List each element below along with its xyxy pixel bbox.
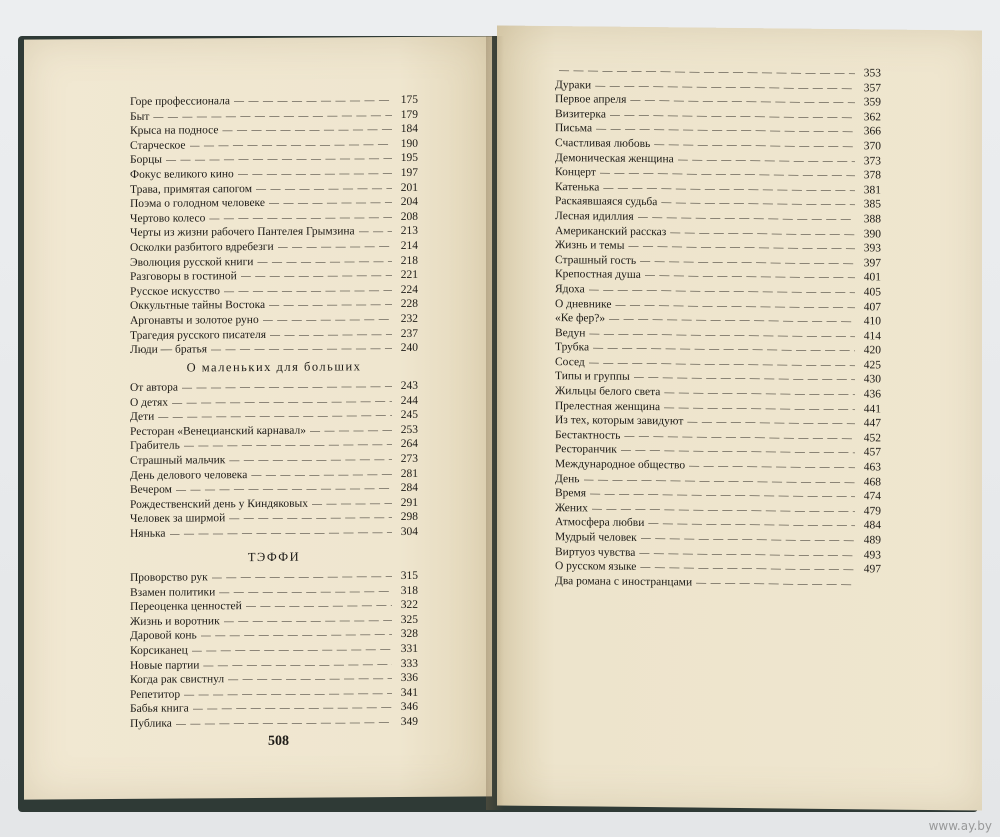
toc-entry-title: Время [555,487,587,500]
toc-leader-dashes [269,196,392,211]
toc-entry-page: 244 [400,394,418,407]
toc-entry [130,627,418,644]
toc-entry-page: 208 [400,210,418,223]
toc-entry [130,393,418,410]
toc-entry-page: 179 [400,108,418,121]
toc-entry-title: Страшный гость [555,253,637,267]
toc-entry [130,195,418,212]
toc-entry-title: Крепостная душа [555,268,641,282]
toc-entry [130,452,418,469]
toc-entry-page: 322 [400,599,418,612]
toc-entry-title: Дети [130,410,155,424]
toc-entry-title: Фокус великого кино [130,168,234,181]
toc-entry-page: 336 [400,672,418,685]
toc-leader-dashes [359,225,392,240]
toc-entry-page: 315 [400,569,418,583]
toc-entry-page: 284 [400,482,418,495]
toc-entry [130,642,418,659]
toc-entry-title: Чертово колесо [130,212,206,225]
toc-entry-page: 441 [863,402,881,416]
toc-leader-dashes [310,424,392,439]
toc-entry-page: 436 [863,388,881,401]
toc-entry-page: 463 [863,461,881,474]
toc-entry [130,408,418,425]
watermark: www.ay.by [928,819,992,833]
toc-entry-page: 357 [863,81,881,95]
toc-entry-page: 452 [863,432,881,445]
toc-entry-title: Жильцы белого света [555,385,661,399]
toc-entry-title: Горе профессионала [130,95,230,108]
toc-leader-dashes [312,497,392,512]
toc-entry [130,224,418,241]
toc-entry-page: 184 [400,123,418,136]
toc-entry-title: Осколки разбитого вдребезги [130,240,274,254]
toc-leader-dashes [172,395,392,411]
toc-entry-title: От автора [130,381,178,394]
toc-entry-title: Репетитор [130,688,181,701]
toc-entry-title: Проворство рук [130,571,208,584]
toc-entry [130,583,418,600]
toc-entry-title: Прелестная женщина [555,399,661,413]
toc-entry-page: 304 [400,525,418,538]
toc-entry-page: 218 [400,254,418,267]
toc-entry-title: Старческое [130,139,186,152]
toc-entry-page: 240 [400,341,418,355]
toc-entry-title: Концерт [555,166,596,179]
toc-leader-dashes [222,123,392,139]
toc-entry-title: Американский рассказ [555,224,667,238]
toc-entry-page: 243 [400,379,418,393]
toc-entry-page: 414 [863,329,881,343]
toc-entry-title: Дураки [555,78,592,92]
toc-leader-dashes [256,182,392,198]
toc-entry-page: 397 [863,257,881,270]
toc-entry [130,715,418,732]
toc-entry-title: Раскаявшаяся судьба [555,195,658,209]
toc-entry-page: 388 [863,213,881,226]
toc-entry-title: Визитерка [555,107,606,121]
toc-entry-title: Из тех, которым завидуют [555,414,684,428]
toc-entry-page: 353 [863,67,881,80]
toc-leader-dashes [190,138,392,154]
toc-entry-page: 245 [400,409,418,422]
toc-entry-title: День делового человека [130,468,248,482]
toc-entry-title: Вечером [130,483,172,497]
toc-entry-title: Счастливая любовь [555,137,651,151]
right-page [497,25,982,810]
toc-entry-page: 204 [400,196,418,209]
book-gutter [486,36,504,810]
toc-entry-page: 366 [863,125,881,138]
toc-entry-title: Бабья книга [130,702,189,716]
toc-entry-page: 197 [400,166,418,179]
toc-entry-page: 333 [400,657,418,670]
toc-leader-dashes [270,328,392,343]
toc-entry-page: 253 [400,423,418,436]
toc-entry-title: Грабитель [130,439,180,453]
left-page [24,36,492,799]
toc-entry-page: 341 [400,686,418,699]
toc-entry-page: 346 [400,701,418,714]
toc-entry [130,210,418,227]
toc-entry-page: 378 [863,169,881,182]
toc-entry-title: Жених [555,501,588,515]
toc-entry-title: Корсиканец [130,644,188,657]
toc-entry-title: Ядоха [555,282,585,296]
toc-entry-page: 405 [863,286,881,299]
toc-entry-page: 497 [863,563,881,576]
toc-entry-page: 362 [863,111,881,124]
toc-entry [130,510,418,527]
toc-entry-page: 474 [863,490,881,503]
toc-leader-dashes [696,576,855,592]
toc-entry [130,326,418,343]
toc-entry-page: 457 [863,446,881,459]
toc-entry [130,379,418,396]
toc-leader-dashes [278,240,392,255]
toc-entry-title: Первое апреля [555,93,627,107]
toc-entry [130,268,418,285]
toc-leader-dashes [184,687,392,703]
toc-entry [130,297,418,314]
toc-entry-page: 291 [400,496,418,509]
toc-leader-dashes [192,643,392,659]
toc-entry-title: Ведун [555,326,586,340]
toc-entry-title: Мудрый человек [555,531,637,544]
toc-entry-title: Разговоры в гостиной [130,270,237,284]
toc-entry [130,496,418,513]
toc-leader-dashes [241,269,392,285]
toc-leader-dashes [166,152,392,168]
toc-entry-title: Атмосфера любви [555,516,645,530]
toc-entry-page: 195 [400,152,418,165]
toc-entry-page: 484 [863,519,881,532]
toc-entry-title: Катенька [555,180,600,194]
toc-entry-page: 447 [863,417,881,430]
toc-section-2 [130,379,418,542]
toc-leader-dashes [170,526,392,542]
toc-leader-dashes [229,453,392,469]
toc-entry [130,253,418,270]
page-number: 508 [268,733,289,749]
toc-entry-page: 328 [400,628,418,641]
toc-entry-title: Рождественский день у Киндяковых [130,497,309,511]
toc-entry-title: Человек за ширмой [130,512,226,526]
toc-entry-page: 281 [400,467,418,480]
toc-entry-title: «Ке фер?» [555,312,606,325]
toc-section-3 [130,569,418,732]
toc-entry-title: О детях [130,396,169,409]
toc-entry [130,151,418,168]
toc-entry-page: 331 [400,642,418,655]
toc-entry-title: Трава, примятая сапогом [130,182,252,196]
toc-entry-page: 489 [863,534,881,547]
toc-entry [130,437,418,454]
toc-leader-dashes [201,628,392,644]
toc-entry-page: 381 [863,184,881,197]
toc-leader-dashes [257,255,392,271]
toc-entry-title: Новые партии [130,658,200,672]
toc-leader-dashes [193,701,392,717]
toc-entry-page: 425 [863,359,881,372]
toc-entry [130,525,418,542]
toc-entry [130,93,418,110]
toc-entry-title: Эволюция русской книги [130,255,254,269]
toc-entry-title: Крыса на подносе [130,124,219,138]
toc-entry [130,671,418,688]
toc-entry-page: 468 [863,475,881,489]
toc-entry-title: Русское искусство [130,284,220,298]
toc-leader-dashes [212,570,392,586]
toc-entry [130,481,418,498]
toc-entry-title: О дневнике [555,297,612,311]
toc-entry [130,598,418,615]
toc-entry [130,107,418,124]
toc-entry-title: Даровой конь [130,629,197,643]
toc-entry [130,700,418,717]
toc-entry-title: Жизнь и темы [555,239,625,252]
toc-entry [130,180,418,197]
toc-entry [130,686,418,703]
toc-leader-dashes [269,298,392,313]
toc-entry-title: О русском языке [555,560,637,574]
toc-leader-dashes [224,284,392,300]
toc-entry-page: 370 [863,140,881,153]
toc-entry-page: 373 [863,154,881,168]
toc-leader-dashes [153,109,392,125]
toc-entry-title: День [555,472,580,485]
toc-entry-page: 221 [400,269,418,282]
toc-entry [130,283,418,300]
toc-entry-title: Ресторан «Венецианский карнавал» [130,424,306,438]
section-heading-small-for-big: О маленьких для больших [186,359,362,375]
toc-entry-title: Типы и группы [555,370,630,384]
toc-entry-page: 359 [863,96,881,109]
toc-entry-page: 390 [863,227,881,241]
toc-entry-page: 190 [400,137,418,150]
toc-entry [130,341,418,358]
toc-entry-title: Международное общество [555,458,686,472]
toc-entry [130,656,418,673]
toc-entry-page: 213 [400,225,418,238]
toc-entry-title: Переоценка ценностей [130,600,242,614]
open-book [12,28,992,818]
toc-entry-page: 298 [400,511,418,524]
toc-leader-dashes [182,380,392,396]
toc-entry-title: Взамен политики [130,585,216,599]
toc-entry-page: 479 [863,505,881,518]
toc-entry-title: Черты из жизни рабочего Пантелея Грымзина [130,225,355,240]
toc-entry-page: 430 [863,373,881,386]
toc-entry-page: 401 [863,271,881,284]
toc-entry [130,466,418,483]
toc-entry-page: 325 [400,613,418,626]
toc-entry-page: 232 [400,312,418,325]
toc-entry-title: Оккультные тайны Востока [130,299,266,313]
toc-entry-title: Нянька [130,527,166,540]
toc-leader-dashes [203,658,392,674]
toc-entry [130,613,418,630]
toc-leader-dashes [234,94,392,110]
toc-entry [130,569,418,586]
toc-entry [130,423,418,440]
toc-entry-title: Письма [555,122,593,135]
toc-leader-dashes [229,511,392,527]
section-heading-teffi: ТЭФФИ [247,549,301,565]
toc-entry-title: Два романа с иностранцами [555,574,693,589]
toc-entry-page: 407 [863,300,881,313]
toc-entry-page: 410 [863,315,881,328]
toc-entry-title: Когда рак свистнул [130,673,225,687]
toc-entry-page: 493 [863,548,881,562]
toc-leader-dashes [263,313,392,328]
toc-entry-page: 264 [400,438,418,451]
toc-entry-page: 349 [400,715,418,728]
toc-leader-dashes [238,167,392,183]
toc-entry-title: Быт [130,110,150,123]
toc-entry-title: Ресторанчик [555,443,617,457]
toc-entry-title: Поэма о голодном человеке [130,197,265,211]
toc-entry-title: Трубка [555,341,590,354]
toc-entry-title: Аргонавты и золотое руно [130,313,259,327]
toc-leader-dashes [219,585,392,601]
toc-entry-title: Борцы [130,154,162,167]
toc-entry-page: 175 [400,93,418,107]
toc-entry-page: 228 [400,298,418,311]
toc-entry-title: Виртуоз чувства [555,545,636,559]
toc-entry-page: 393 [863,242,881,255]
toc-entry-page: 237 [400,327,418,340]
toc-entry-title: Сосед [555,355,585,369]
toc-leader-dashes [251,468,392,484]
toc-entry-title: Демоническая женщина [555,151,674,165]
toc-entry-page: 224 [400,283,418,296]
toc-entry-title: Трагедия русского писателя [130,328,267,342]
toc-leader-dashes [184,438,392,454]
toc-leader-dashes [211,342,392,358]
toc-section-1 [130,93,418,358]
toc-entry-title: Публика [130,717,172,730]
toc-entry [130,122,418,139]
toc-entry-page: 214 [400,239,418,252]
toc-leader-dashes [224,614,392,630]
toc-entry-title: Бестактность [555,428,621,442]
toc-entry [130,137,418,154]
toc-entry [130,239,418,256]
toc-leader-dashes [228,672,392,688]
toc-entry-title: Лесная идиллия [555,210,634,223]
toc-leader-dashes [246,599,392,615]
toc-entry [130,312,418,329]
toc-entry-page: 201 [400,181,418,194]
toc-entry [130,166,418,183]
toc-entry-title: Страшный мальчик [130,454,226,467]
toc-leader-dashes [176,716,392,732]
toc-entry-page: 385 [863,198,881,211]
toc-entry-page: 318 [400,584,418,597]
toc-entry-title: Люди — братья [130,343,208,356]
toc-entry-page: 273 [400,452,418,465]
toc-entry-page: 420 [863,344,881,357]
toc-entry-title: Жизнь и воротник [130,615,220,628]
toc-right-page [555,63,881,592]
